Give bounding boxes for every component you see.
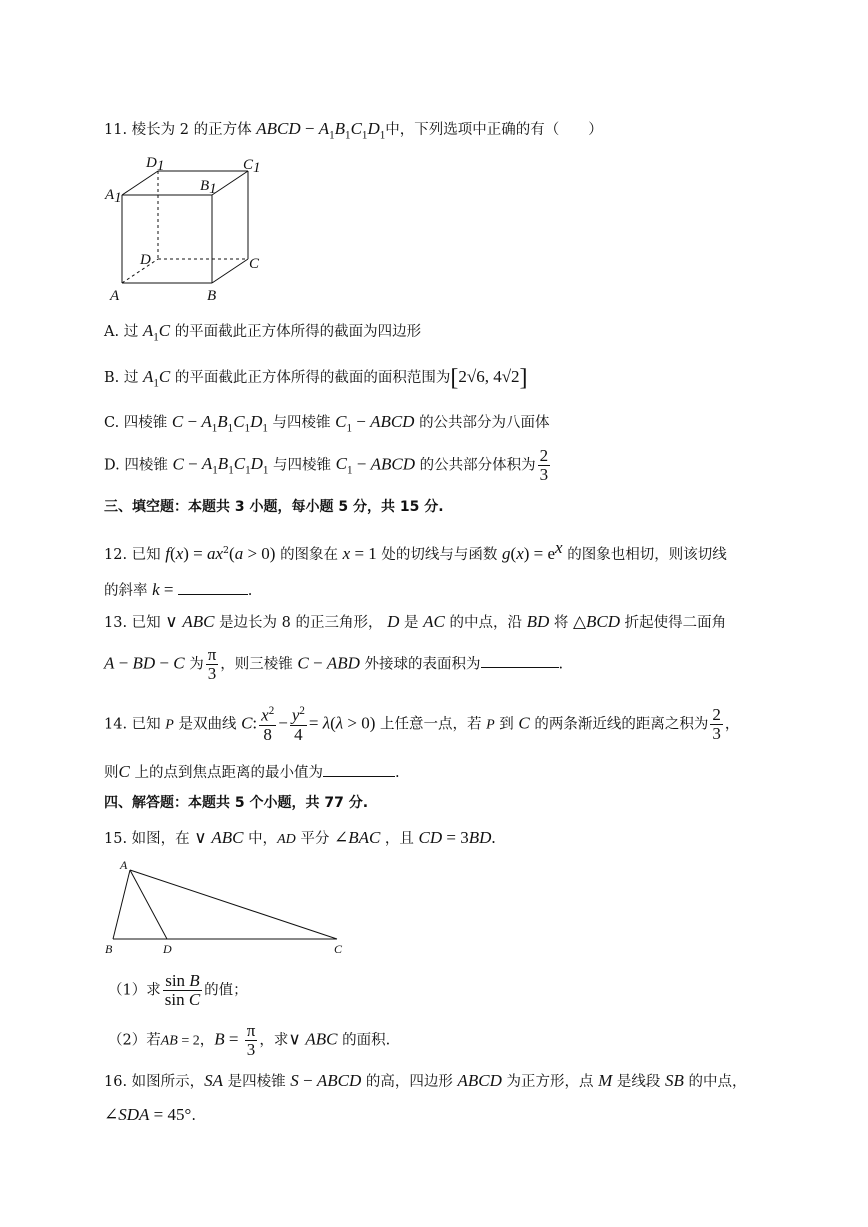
label-b: B [207, 288, 217, 304]
q11-stem: 11. 棱长为 2 的正方体 ABCD − $A_1B_1C_1D_1$中，下列选项中正确的有（ ） [104, 119, 603, 142]
q15-stem: 15. 如图，在 ∨ ABC 中，AD 平分 ∠BAC ，且 CD = 3BD. [104, 828, 496, 847]
q12-answer-blank[interactable] [178, 580, 248, 595]
label-c1: C1 [243, 157, 261, 176]
q13-line2: A − BD − C 为 $\frac{\pi}{3}$ ，则三棱锥 C − ABD 外接球的表面积为 . [104, 645, 564, 683]
tri-label-c: C [334, 942, 343, 956]
tri-label-d: D [163, 942, 172, 956]
label-d: D [140, 252, 151, 268]
q12-line2: 的斜率 k = . [104, 580, 253, 599]
q12-line1: 12. 已知 $f(x) = ax^2(a > 0)$ 的图象在 x = 1 处的切线与与函数 $g(x) = e^x$ 的图象也相切，则该切线 [104, 538, 727, 563]
q16-line1: 16. 如图所示，SA 是四棱锥 S − ABCD 的高，四边形 ABCD 为正方形，点 M 是线段 SB 的中点， [104, 1071, 747, 1090]
label-b1: B1 [200, 178, 217, 197]
q11-option-d: D. 四棱锥 $C - A_1B_1C_1D_1$ 与四棱锥 $C_1$ − ABCD 的公共部分体积为 $\frac{2}{3}$ [104, 446, 549, 484]
triangle-figure [100, 852, 360, 962]
q11-option-b: B. 过 $A_1C$ 的平面截此正方体所得的截面的面积范围为[2√6, 4√2] [104, 365, 528, 391]
tri-label-b: B [105, 942, 113, 956]
label-a1: A1 [105, 187, 122, 206]
q13-answer-blank[interactable] [481, 653, 559, 668]
section-4-heading: 四、解答题：本题共 5 个小题，共 77 分. [104, 795, 369, 811]
label-d1: D1 [146, 155, 165, 174]
q14-line1: 14. 已知 P 是双曲线 C: $\frac{x^2}{8}$ − $\frac{y^2}{4}$ = λ(λ > 0) 上任意一点，若 P 到 C 的两条渐近线的距离之积为 $\frac{2}{3}$ ， [104, 705, 740, 744]
section-3-heading: 三、填空题：本题共 3 小题，每小题 5 分，共 15 分. [104, 499, 444, 515]
label-a: A [110, 288, 120, 304]
q14-line2: 则C 上的点到焦点距离的最小值为 . [104, 762, 400, 781]
label-c: C [249, 256, 260, 272]
cube-figure [100, 150, 280, 310]
q14-answer-blank[interactable] [323, 762, 395, 777]
q13-line1: 13. 已知 ∨ ABC 是边长为 8 的正三角形， D 是 AC 的中点，沿 BD 将 △BCD 折起使得二面角 [104, 612, 727, 631]
tri-label-a: A [120, 858, 128, 872]
q11-option-a: A. 过 $A_1C$ 的平面截此正方体所得的截面为四边形 [104, 321, 422, 344]
q11-option-c: C. 四棱锥 $C - A_1B_1C_1D_1$ 与四棱锥 $C_1$ − ABCD 的公共部分为八面体 [104, 412, 550, 435]
q15-part2: （2）若AB = 2，B = $\frac{\pi}{3}$ ，求∨ ABC 的面积. [108, 1021, 391, 1059]
q15-part1: （1）求 $\frac{\text{sin B}}{\text{sin C}}$ 的值； [108, 971, 248, 1009]
q16-line2: ∠SDA = 45°. [104, 1105, 196, 1124]
